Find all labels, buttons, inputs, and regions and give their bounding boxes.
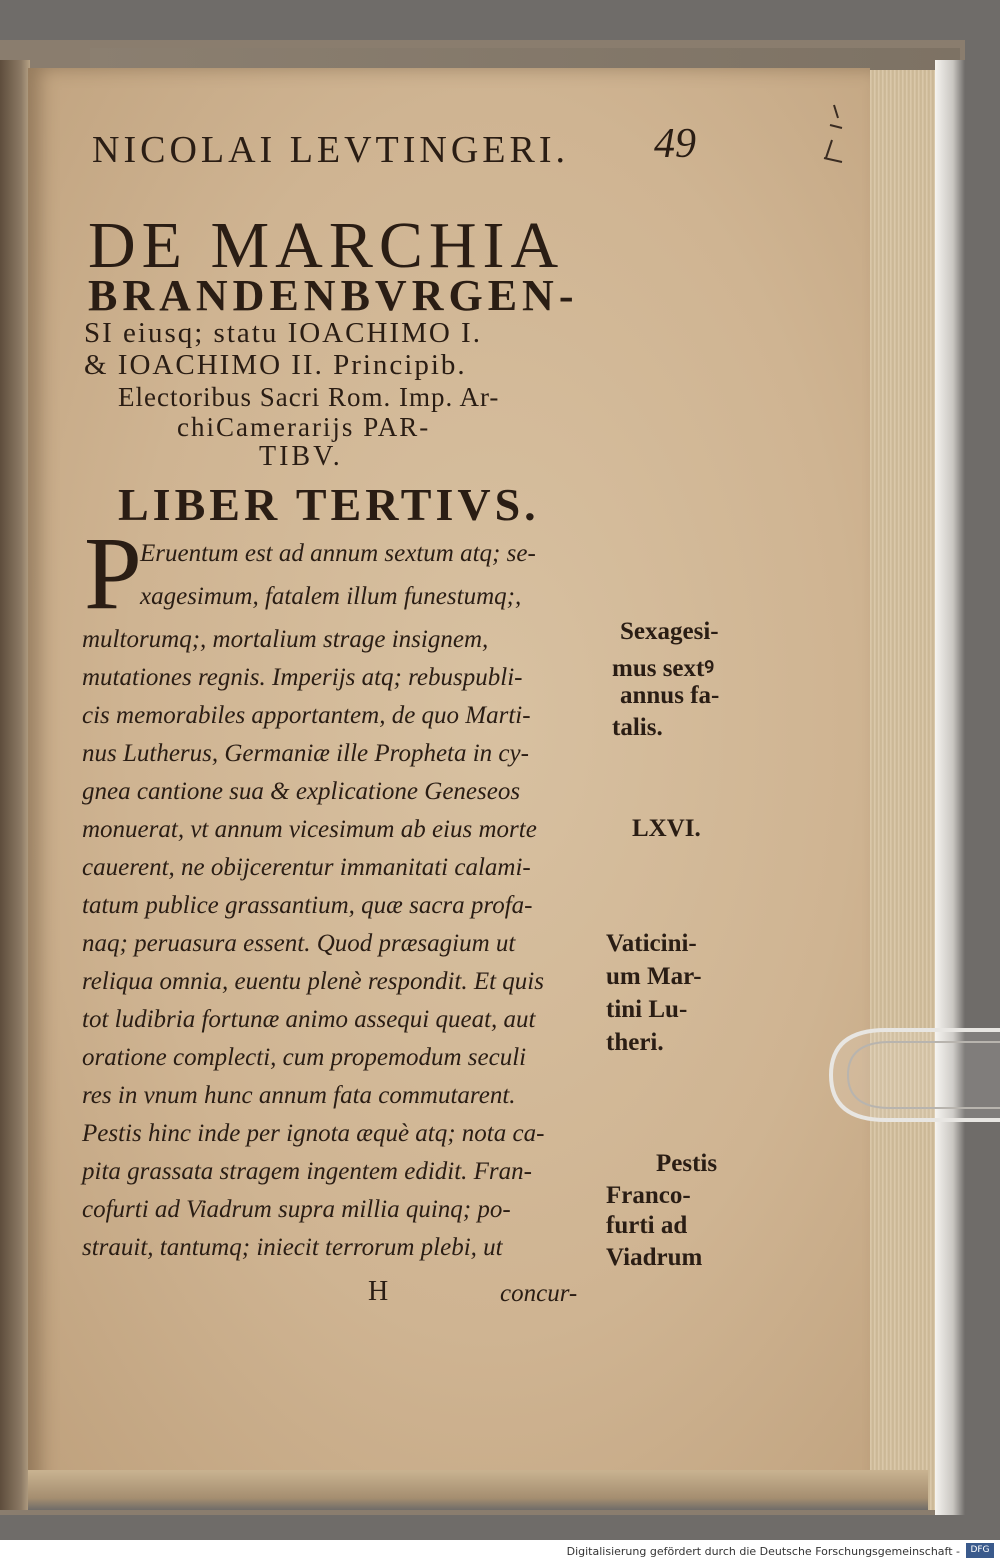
- title-line-4: & IOACHIMO II. Principib.: [84, 349, 467, 381]
- body-line: gnea cantione sua & explicatione Geneseos: [82, 778, 521, 805]
- margin-note-line: theri.: [606, 1029, 664, 1056]
- body-line: naq; peruasura essent. Quod præsagium ut: [82, 930, 516, 957]
- title-line-3: SI eiusq; statu IOACHIMO I.: [84, 317, 482, 349]
- body-line: tot ludibria fortunæ animo assequi queat, aut: [82, 1006, 536, 1033]
- title-line-7: TIBV.: [259, 441, 343, 472]
- cover-right-edge: [935, 60, 965, 1515]
- body-line: monuerat, vt annum vicesimum ab eius morte: [82, 816, 537, 843]
- margin-note-line: tini Lu-: [606, 996, 688, 1023]
- book-gutter: [0, 60, 30, 1510]
- body-line: cofurti ad Viadrum supra millia quinq; po-: [82, 1196, 511, 1223]
- dfg-logo: DFG: [966, 1543, 994, 1558]
- footer-credit: Digitalisierung gefördert durch die Deutsche Forschungsgemeinschaft -: [566, 1545, 960, 1558]
- body-line: reliqua omnia, euentu plenè respondit. Et quis: [82, 968, 544, 995]
- margin-note-line: mus sextꝰ: [612, 655, 714, 682]
- page-bottom-edge: [28, 1470, 928, 1510]
- page-clip-icon: [826, 1020, 1000, 1130]
- margin-note-line: Franco-: [606, 1182, 691, 1209]
- title-line-6: chiCamerarijs PAR-: [177, 412, 431, 442]
- body-line: cauerent, ne obijcerentur immanitati calami-: [82, 854, 531, 881]
- title-line-5: Electoribus Sacri Rom. Imp. Ar-: [118, 382, 500, 412]
- catchword: concur-: [500, 1280, 578, 1307]
- page-number: 49: [654, 121, 696, 167]
- margin-note-line: furti ad: [606, 1212, 688, 1239]
- title-line-1: DE MARCHIA: [88, 209, 565, 282]
- body-line: multorumq;, mortalium strage insignem,: [82, 626, 489, 653]
- body-line: cis memorabiles apportantem, de quo Marti-: [82, 702, 531, 729]
- body-line: mutationes regnis. Imperijs atq; rebuspubli-: [82, 664, 523, 691]
- book-heading: LIBER TERTIVS.: [118, 479, 540, 530]
- body-line: strauit, tantumq; iniecit terrorum plebi, ut: [82, 1234, 503, 1261]
- title-line-2: BRANDENBVRGEN-: [88, 271, 579, 320]
- body-line: tatum publice grassantium, quæ sacra profa-: [82, 892, 533, 919]
- body-line: Pestis hinc inde per ignota æquè atq; nota ca-: [82, 1120, 545, 1147]
- body-line: Eruentum est ad annum sextum atq; se-: [140, 540, 536, 567]
- margin-note-line: LXVI.: [632, 815, 701, 842]
- body-line: pita grassata stragem ingentem edidit. Fran-: [82, 1158, 532, 1185]
- margin-note-line: um Mar-: [606, 963, 702, 990]
- margin-note-line: talis.: [612, 714, 663, 741]
- margin-note-line: annus fa-: [620, 682, 720, 709]
- margin-note-line: Sexagesi-: [620, 618, 719, 645]
- running-header: NICOLAI LEVTINGERI.: [92, 129, 570, 171]
- margin-note-line: Vaticini-: [606, 930, 697, 957]
- body-line: xagesimum, fatalem illum funestumq;,: [140, 583, 522, 610]
- body-line: nus Lutherus, Germaniæ ille Propheta in cy-: [82, 740, 529, 767]
- drop-cap: P: [84, 516, 142, 631]
- margin-note-line: Viadrum: [606, 1244, 703, 1271]
- pencil-mark-icon: [812, 100, 852, 170]
- signature-mark: H: [368, 1276, 389, 1307]
- margin-note-line: Pestis: [656, 1150, 718, 1177]
- body-line: oratione complecti, cum propemodum seculi: [82, 1044, 527, 1071]
- body-line: res in vnum hunc annum fata commutarent.: [82, 1082, 516, 1109]
